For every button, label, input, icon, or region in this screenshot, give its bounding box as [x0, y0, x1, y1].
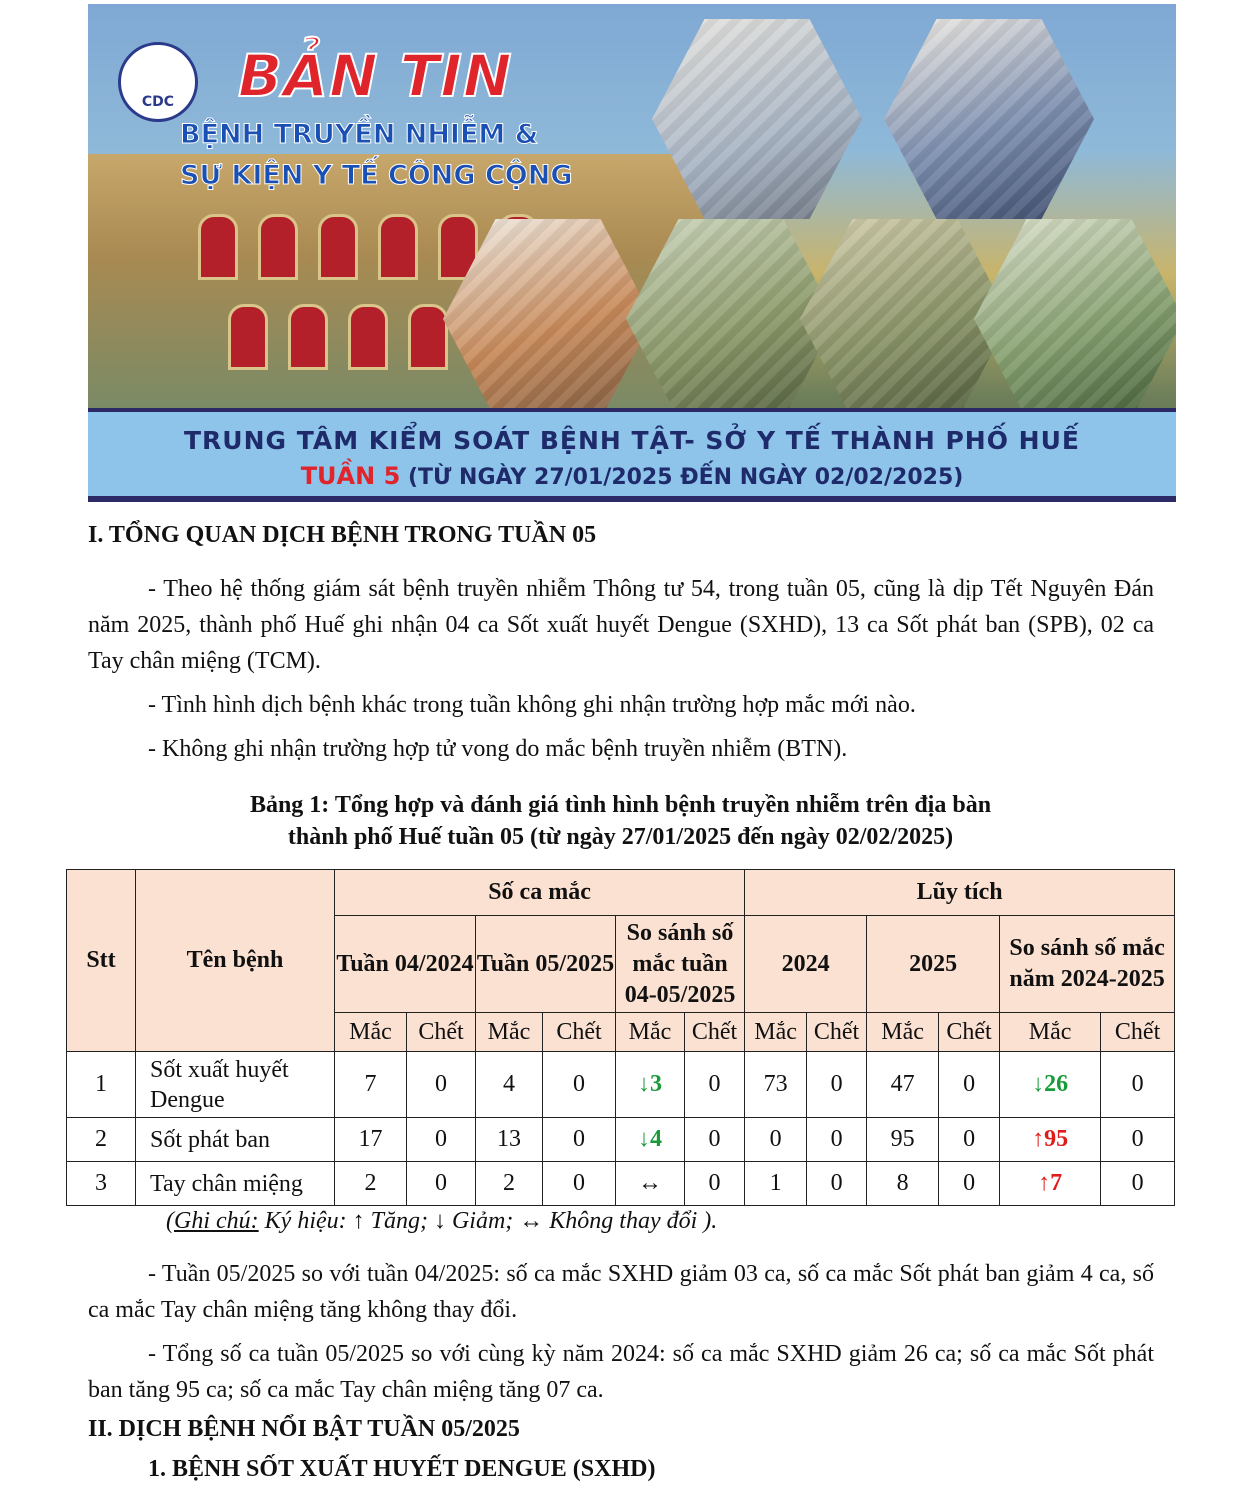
header-chet: Chết — [1101, 1013, 1175, 1052]
header-mac: Mắc — [745, 1013, 807, 1052]
table-row — [67, 1118, 1175, 1162]
section-2-heading: II. DỊCH BỆNH NỔI BẬT TUẦN 05/2025 — [88, 1416, 520, 1442]
header-compare-year: So sánh số mắc năm 2024-2025 — [1000, 916, 1175, 1013]
cdc-logo: CDC — [118, 42, 198, 122]
section-1-paragraph-3: - Không ghi nhận trường hợp tử vong do mắc bệnh truyền nhiễm (BTN). — [148, 736, 848, 762]
header-banner — [88, 4, 1176, 502]
cell-stt: 1 — [67, 1052, 136, 1118]
banner-week: TUẦN 5 — [300, 462, 401, 490]
header-mac: Mắc — [476, 1013, 543, 1052]
header-disease-name: Tên bệnh — [136, 870, 335, 1052]
cell-compare-week-chet: 0 — [685, 1052, 745, 1118]
section-1-paragraph-2: - Tình hình dịch bệnh khác trong tuần không ghi nhận trường hợp mắc mới nào. — [148, 692, 916, 718]
section-2-subheading-1: 1. BỆNH SỐT XUẤT HUYẾT DENGUE (SXHD) — [148, 1456, 656, 1482]
banner-subtitle-2: SỰ KIỆN Y TẾ CÔNG CỘNG — [180, 160, 573, 191]
banner-title: BẢN TIN — [238, 42, 513, 110]
cell-2025-mac: 95 — [867, 1118, 939, 1162]
banner-week-line — [88, 462, 1176, 490]
cell-compare-year-chet: 0 — [1101, 1052, 1175, 1118]
header-year-2024: 2024 — [745, 916, 867, 1013]
after-table-paragraph-1: - Tuần 05/2025 so với tuần 04/2025: số ca mắc SXHD giảm 03 ca, số ca mắc Sốt phát ban giảm 4 ca, số ca mắc Tay chân miệng tăng không thay đổi. — [88, 1261, 1154, 1323]
section-1-heading: I. TỔNG QUAN DỊCH BỆNH TRONG TUẦN 05 — [88, 522, 597, 548]
cell-disease-name: Sốt phát ban — [136, 1118, 335, 1162]
cell-disease-name: Sốt xuất huyết Dengue — [136, 1052, 335, 1118]
cell-2025-mac: 47 — [867, 1052, 939, 1118]
banner-org: TRUNG TÂM KIỂM SOÁT BỆNH TẬT- SỞ Y TẾ THÀNH PHỐ HUẾ — [184, 426, 1080, 455]
cell-w05-mac: 2 — [476, 1162, 543, 1206]
photo-vaccination — [884, 19, 1094, 219]
cell-w04-mac: 2 — [335, 1162, 407, 1206]
cell-disease-name: Tay chân miệng — [136, 1162, 335, 1206]
cell-2024-mac: 73 — [745, 1052, 807, 1118]
cell-compare-year-mac: ↑7 — [1000, 1162, 1101, 1206]
cell-w04-chet: 0 — [407, 1052, 476, 1118]
banner-subtitle-1: BỆNH TRUYỀN NHIỄM & — [180, 119, 539, 150]
header-year-2025: 2025 — [867, 916, 1000, 1013]
table-note: (Ghi chú: Ký hiệu: ↑ Tăng; ↓ Giảm; ↔ Không thay đổi ). — [166, 1208, 718, 1234]
header-stt: Stt — [67, 870, 136, 1052]
cell-compare-week-mac: ↓4 — [616, 1118, 685, 1162]
cell-2024-chet: 0 — [807, 1118, 867, 1162]
cell-w05-mac: 13 — [476, 1118, 543, 1162]
table-row — [67, 1162, 1175, 1206]
cell-compare-week-chet: 0 — [685, 1118, 745, 1162]
header-mac: Mắc — [616, 1013, 685, 1052]
cell-w05-chet: 0 — [543, 1162, 616, 1206]
table-caption-1: Bảng 1: Tổng hợp và đánh giá tình hình bệnh truyền nhiễm trên địa bàn — [249, 792, 992, 818]
header-week-05-2025: Tuần 05/2025 — [476, 916, 616, 1013]
cell-compare-year-chet: 0 — [1101, 1162, 1175, 1206]
header-week-04-2024: Tuần 04/2024 — [335, 916, 476, 1013]
note-label: Ghi chú: — [174, 1208, 259, 1234]
disease-summary-table — [66, 869, 1175, 1206]
cell-stt: 3 — [67, 1162, 136, 1206]
cell-2025-mac: 8 — [867, 1162, 939, 1206]
cell-2025-chet: 0 — [939, 1052, 1000, 1118]
table-row — [67, 1052, 1175, 1118]
header-chet: Chết — [543, 1013, 616, 1052]
cell-w04-chet: 0 — [407, 1118, 476, 1162]
cell-w04-chet: 0 — [407, 1162, 476, 1206]
cell-compare-week-mac: ↓3 — [616, 1052, 685, 1118]
banner-footer-band — [88, 408, 1176, 500]
cell-compare-year-mac: ↓26 — [1000, 1052, 1101, 1118]
header-cumulative: Lũy tích — [745, 870, 1175, 916]
cell-2025-chet: 0 — [939, 1162, 1000, 1206]
cell-compare-year-chet: 0 — [1101, 1118, 1175, 1162]
cell-w05-mac: 4 — [476, 1052, 543, 1118]
header-chet: Chết — [407, 1013, 476, 1052]
header-chet: Chết — [807, 1013, 867, 1052]
cell-w04-mac: 17 — [335, 1118, 407, 1162]
cell-2025-chet: 0 — [939, 1118, 1000, 1162]
cell-2024-mac: 0 — [745, 1118, 807, 1162]
cell-compare-week-chet: 0 — [685, 1162, 745, 1206]
after-table-paragraph-2: - Tổng số ca tuần 05/2025 so với cùng kỳ năm 2024: số ca mắc SXHD giảm 26 ca; số ca mắc Sốt phát ban tăng 95 ca; số ca mắc Tay chân miệng tăng 07 ca. — [88, 1341, 1154, 1403]
cell-w05-chet: 0 — [543, 1118, 616, 1162]
section-1-paragraph-1: - Theo hệ thống giám sát bệnh truyền nhiễm Thông tư 54, trong tuần 05, cũng là dịp Tết Nguyên Đán năm 2025, thành phố Huế ghi nhận 04 ca Sốt xuất huyết Dengue (SXHD), 13 ca Sốt phát ban (SPB), 02 ca Tay chân miệng (TCM). — [88, 576, 1154, 674]
header-chet: Chết — [685, 1013, 745, 1052]
cell-stt: 2 — [67, 1118, 136, 1162]
cell-w05-chet: 0 — [543, 1052, 616, 1118]
header-mac: Mắc — [867, 1013, 939, 1052]
header-chet: Chết — [939, 1013, 1000, 1052]
banner-dates: (TỪ NGÀY 27/01/2025 ĐẾN NGÀY 02/02/2025) — [407, 465, 964, 490]
photo-field-work-3 — [974, 219, 1176, 419]
cell-compare-week-mac: ↔ — [616, 1162, 685, 1206]
header-mac: Mắc — [335, 1013, 407, 1052]
cell-w04-mac: 7 — [335, 1052, 407, 1118]
header-compare-week: So sánh số mắc tuần 04-05/2025 — [616, 916, 745, 1013]
cell-2024-chet: 0 — [807, 1162, 867, 1206]
cell-compare-year-mac: ↑95 — [1000, 1118, 1101, 1162]
cell-2024-chet: 0 — [807, 1052, 867, 1118]
table-caption-2: thành phố Huế tuần 05 (từ ngày 27/01/2025 đến ngày 02/02/2025) — [287, 824, 954, 850]
cell-2024-mac: 1 — [745, 1162, 807, 1206]
header-mac: Mắc — [1000, 1013, 1101, 1052]
note-text: Ký hiệu: ↑ Tăng; ↓ Giảm; ↔ Không thay đổi ). — [258, 1208, 718, 1234]
header-cases: Số ca mắc — [335, 870, 745, 916]
